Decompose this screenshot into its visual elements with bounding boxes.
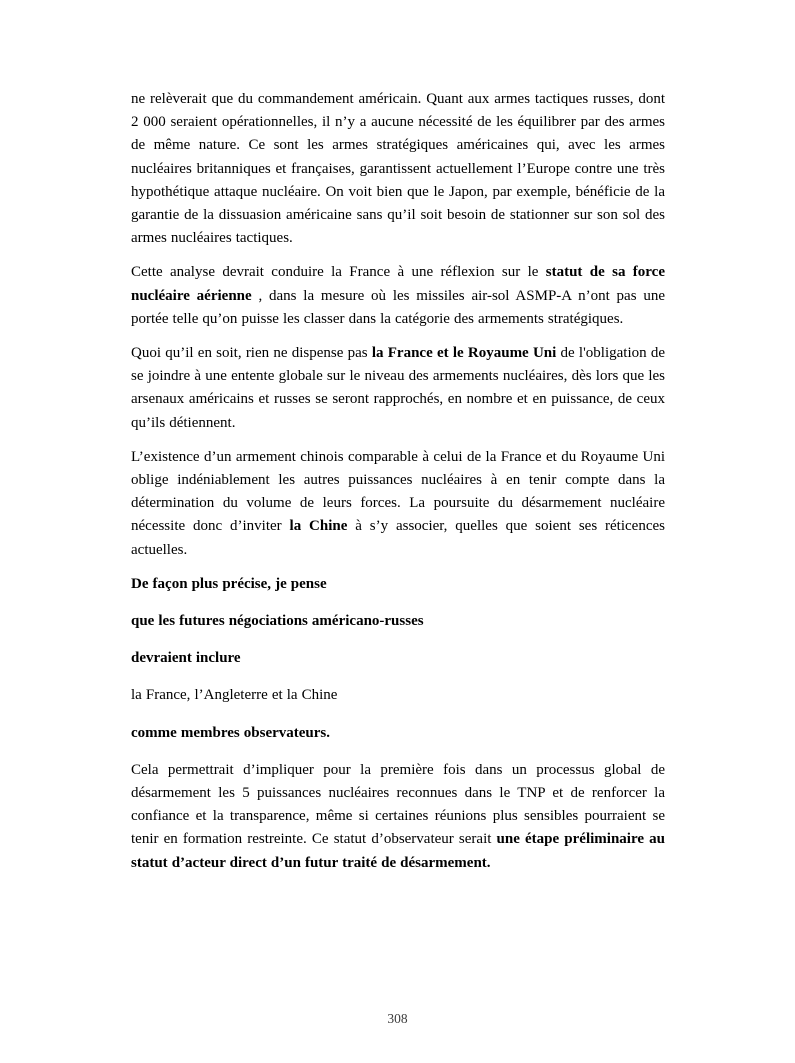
statement-line-1 — [131, 573, 665, 596]
text-segment: ne relèverait que du commandement américain. Quant aux armes tactiques russes, dont 2 000 seraient opérationnelles, il n’y a aucune nécessité de les équilibrer par des armes de même nature. Ce sont les armes stratégiques américaines qui, avec les armes nucléaires britanniques et françaises, garantissent actuellement l’Europe contre une très hypothétique attaque nucléaire. On voit bien que le Japon, par exemple, bénéficie de la garantie de la dissuasion américaine sans qu’il soit besoin de stationner sur son sol des armes nucléaires tactiques. — [131, 91, 665, 247]
paragraph-france-royaume-uni — [131, 342, 665, 435]
text-segment: Quoi qu’il en soit, rien ne dispense pas — [131, 345, 372, 362]
text-segment-bold: que les futures négociations américano-russes — [131, 613, 424, 630]
page-number: 308 — [387, 1011, 408, 1026]
statement-line-2 — [131, 610, 665, 633]
text-segment-bold: De façon plus précise, je pense — [131, 575, 327, 592]
statement-line-5 — [131, 722, 665, 745]
text-segment-bold: la France et le Royaume Uni — [371, 345, 557, 362]
text-segment-bold: devraient inclure — [131, 650, 241, 667]
text-segment: Cela permettrait d’impliquer pour la première fois dans un processus global de désarmement les 5 puissances nucléaires reconnues dans le TNP et de renforcer la confiance et la transparence, même si certaines réunions plus sensibles pourraient se tenir en formation restreinte. Ce statut d’observateur serait — [131, 761, 665, 848]
paragraph-chine — [131, 446, 665, 562]
text-segment: à s’y associer, quelles que soient ses réticences actuelles. — [131, 518, 665, 558]
text-segment-bold: une étape préliminaire au statut d’acteur direct d’un futur traité de désarmement. — [131, 831, 665, 871]
statement-line-4 — [131, 684, 665, 707]
paragraph-us-command — [131, 88, 665, 250]
text-segment: de l'obligation de se joindre à une entente globale sur le niveau des armements nucléaires, dès lors que les arsenaux américains et russes se seront rapprochés, en nombre et en puissance, de ceux qu’ils détiennent. — [131, 345, 665, 431]
paragraph-force-aerienne — [131, 261, 665, 331]
text-segment: L’existence d’un armement chinois comparable à celui de la France et du Royaume Uni oblige indéniablement les autres puissances nucléaires à en tenir compte dans la détermination du volume de leurs forces. La poursuite du désarmement nucléaire nécessite donc d’inviter — [131, 448, 665, 535]
text-segment: la France, l’Angleterre et la Chine — [131, 687, 338, 704]
text-segment-bold: comme membres observateurs. — [131, 724, 331, 741]
statement-line-3 — [131, 647, 665, 670]
paragraph-tnp — [131, 759, 665, 875]
text-segment: , dans la mesure où les missiles air-sol ASMP-A n’ont pas une portée telle qu’on puisse les classer dans la catégorie des armements stratégiques. — [131, 287, 665, 327]
text-segment-bold: la Chine — [289, 518, 348, 535]
text-segment: Cette analyse devrait conduire la France à une réflexion sur le — [131, 264, 546, 281]
text-block — [131, 88, 665, 886]
text-segment-bold: statut de sa force nucléaire aérienne — [131, 264, 665, 304]
